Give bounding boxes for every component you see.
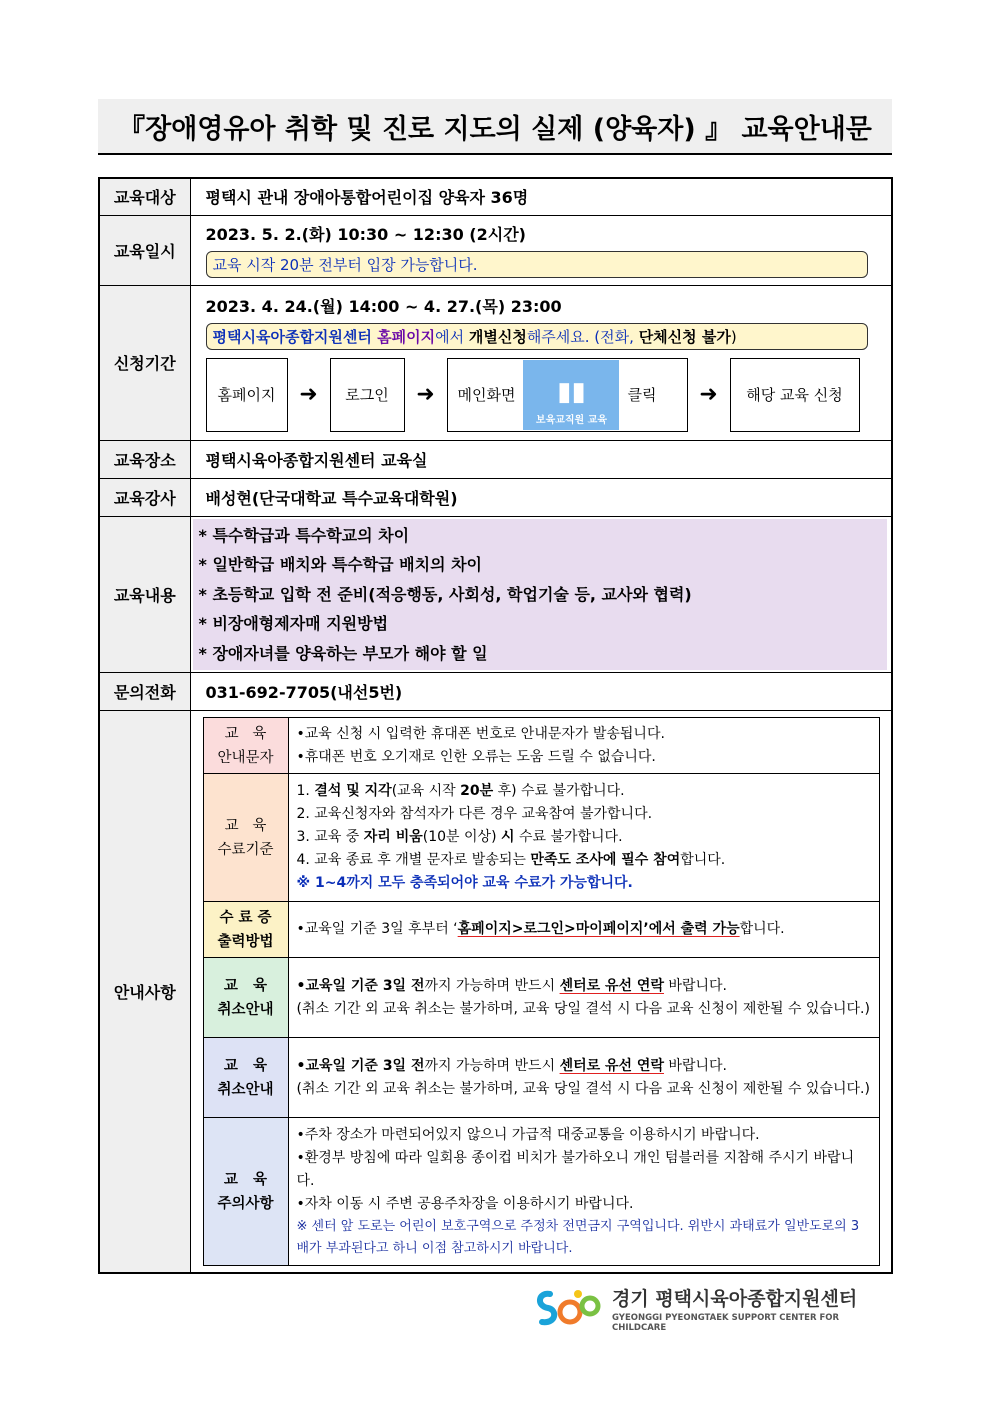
list-item: •자차 이동 시 주변 공용주차장을 이용하시기 바랍니다. — [296, 1195, 634, 1212]
date-note: 교육 시작 20분 전부터 입장 가능합니다. — [206, 251, 868, 278]
arrow-icon: ➜ — [699, 382, 718, 407]
flow-step-apply: 해당 교육 신청 — [730, 358, 860, 432]
center-logo — [532, 1285, 882, 1331]
label-apply: 신청기간 — [99, 285, 190, 440]
guide-caution: 교 육 주의사항 •주차 장소가 마련되어있지 않으니 가급적 대중교통을 이용하시기 바랍니다. •환경부 방침에 따라 일회용 종이컵 비치가 불가하오니 개인 텀블러를 지참해 주시기 바랍니다. •자차 이동 시 주변 공용주차장을 이용하시기 바랍니다. ※ 센터 앞 도로는 어린이 보호구역으로 주정차 전면금지 구역입니다. 위반시 과태료가 일반도로의 3배가 부과된다고 하니 이점 참고하시기 바랍니다. — [203, 1118, 879, 1266]
value-place: 평택시육아종합지원센터 교육실 — [190, 440, 892, 478]
label-target: 교육대상 — [99, 178, 190, 215]
book-icon: ▮▮ — [557, 376, 586, 407]
list-item: 2. 교육신청자와 참석자가 다른 경우 교육참여 불가합니다. — [296, 806, 653, 822]
list-item: * 일반학급 배치와 특수학급 배치의 차이 — [198, 555, 483, 574]
list-item: •주차 장소가 마련되어있지 않으니 가급적 대중교통을 이용하시기 바랍니다. — [296, 1126, 760, 1143]
label-guide: 안내사항 — [99, 711, 190, 1274]
row-phone — [99, 673, 892, 711]
document-title: 『장애영유아 취학 및 진로 지도의 실제 (양육자) 』 교육안내문 — [98, 99, 892, 155]
list-item: 3. 교육 중 자리 비움(10분 이상) 시 수료 불가합니다. — [296, 829, 623, 845]
arrow-icon: ➜ — [416, 382, 435, 407]
value-phone[interactable]: 031-692-7705(내선5번) — [190, 673, 892, 711]
content-list — [193, 519, 888, 671]
arrow-icon: ➜ — [299, 382, 318, 407]
list-item: * 비장애형제자매 지원방법 — [198, 614, 389, 633]
list-item: 1. 결석 및 지각(교육 시작 20분 후) 수료 불가합니다. — [296, 783, 625, 799]
center-name: 경기 평택시육아종합지원센터 — [612, 1287, 858, 1310]
list-item: •휴대폰 번호 오기재로 인한 오류는 도움 드릴 수 없습니다. — [296, 748, 656, 765]
list-item: 4. 교육 종료 후 개별 문자로 발송되는 만족도 조사에 필수 참여합니다. — [296, 852, 726, 868]
row-guide — [99, 711, 892, 1274]
value-target: 평택시 관내 장애아통합어린이집 양육자 36명 — [190, 178, 892, 215]
label-lecturer: 교육강사 — [99, 478, 190, 516]
label-date: 교육일시 — [99, 215, 190, 285]
row-place — [99, 440, 892, 478]
list-item: * 장애자녀를 양육하는 부모가 해야 할 일 — [198, 643, 488, 663]
value-date: 2023. 5. 2.(화) 10:30 ~ 12:30 (2시간) — [205, 225, 526, 244]
list-item: •환경부 방침에 따라 일회용 종이컵 비치가 불가하오니 개인 텀블러를 지참해 주시기 바랍니다. — [296, 1149, 855, 1189]
flow-step-main: 메인화면 ▮▮ 보육교직원 교육 클릭 — [447, 358, 688, 432]
value-lecturer: 배성현(단국대학교 특수교육대학원) — [190, 478, 892, 516]
apply-flow — [206, 358, 877, 432]
info-table — [98, 177, 893, 1274]
list-item: ※ 1~4까지 모두 충족되어야 교육 수료가 가능합니다. — [296, 875, 633, 891]
list-item: * 초등학교 입학 전 준비(적응행동, 사회성, 학업기술 등, 교사와 협력) — [198, 584, 692, 604]
homepage-highlight: 홈페이지 — [377, 327, 436, 346]
teacher-education-button[interactable]: ▮▮ 보육교직원 교육 — [523, 360, 619, 430]
guide-complete: 교 육 수료기준 1. 결석 및 지각(교육 시작 20분 후) 수료 불가합니다. 2. 교육신청자와 참석자가 다른 경우 교육참여 불가합니다. 3. 교육 중 자리 비움(10분 이상) 시 수료 불가합니다. 4. 교육 종료 후 개별 문자로 발송되는 만족도 조사에 필수 참여합니다. ※ 1~4까지 모두 충족되어야 교육 수료가 가능합니다. — [203, 774, 879, 902]
label-phone: 문의전화 — [99, 673, 190, 711]
row-date — [99, 215, 892, 285]
row-content — [99, 516, 892, 673]
guide-cancel-1: 교 육 취소안내 •교육일 기준 3일 전까지 가능하며 반드시 센터로 유선 연락 바랍니다. (취소 기간 외 교육 취소는 불가하며, 교육 당일 결석 시 다음 교육 신청이 제한될 수 있습니다.) — [203, 958, 879, 1038]
list-item: ※ 센터 앞 도로는 어린이 보호구역으로 주정차 전면금지 구역입니다. 위반시 과태료가 일반도로의 3배가 부과된다고 하니 이점 참고하시기 바랍니다. — [296, 1218, 860, 1256]
center-logo-icon — [532, 1286, 604, 1330]
guide-table — [203, 717, 880, 1266]
flow-step-homepage: 홈페이지 — [206, 358, 288, 432]
apply-note: 평택시육아종합지원센터 홈페이지에서 개별신청해주세요. (전화, 단체신청 불가) — [206, 323, 868, 350]
row-target — [99, 178, 892, 215]
label-place: 교육장소 — [99, 440, 190, 478]
row-lecturer — [99, 478, 892, 516]
flow-step-login: 로그인 — [330, 358, 405, 432]
guide-cert: 수 료 증 출력방법 •교육일 기준 3일 후부터 ‘홈페이지>로그인>마이페이지’에서 출력 가능합니다. — [203, 902, 879, 958]
guide-cancel-2: 교 육 취소안내 •교육일 기준 3일 전까지 가능하며 반드시 센터로 유선 연락 바랍니다. (취소 기간 외 교육 취소는 불가하며, 교육 당일 결석 시 다음 교육 신청이 제한될 수 있습니다.) — [203, 1038, 879, 1118]
center-name-en: GYEONGGI PYEONGTAEK SUPPORT CENTER FOR CHILDCARE — [612, 1312, 840, 1333]
row-apply — [99, 285, 892, 440]
label-content: 교육내용 — [99, 516, 190, 673]
list-item: •교육 신청 시 입력한 휴대폰 번호로 안내문자가 발송됩니다. — [296, 725, 665, 742]
list-item: * 특수학급과 특수학교의 차이 — [198, 525, 410, 545]
value-apply: 2023. 4. 24.(월) 14:00 ~ 4. 27.(목) 23:00 — [205, 296, 562, 316]
guide-sms: 교 육 안내문자 •교육 신청 시 입력한 휴대폰 번호로 안내문자가 발송됩니다. •휴대폰 번호 오기재로 인한 오류는 도움 드릴 수 없습니다. — [203, 718, 879, 774]
